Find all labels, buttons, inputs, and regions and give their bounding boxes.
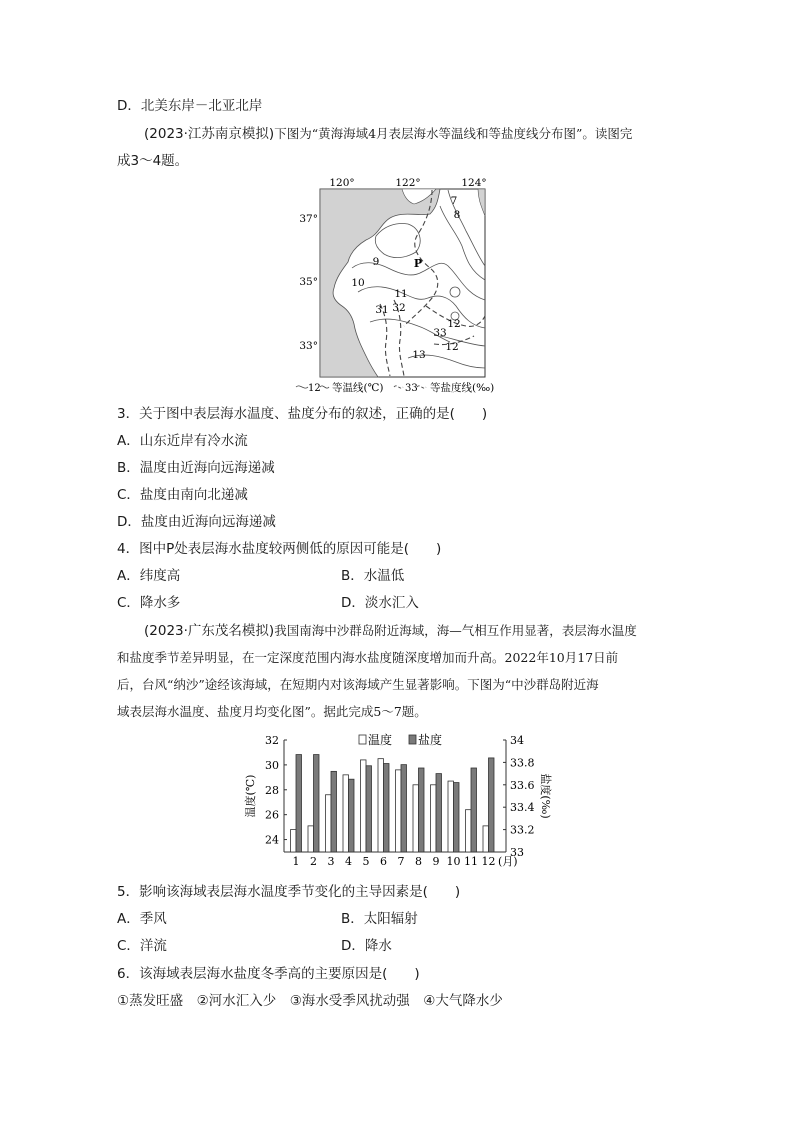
legend-isohaline-text: 等盐度线(‰) xyxy=(430,382,495,394)
x-tick-label: 9 xyxy=(432,855,440,868)
x-tick-label: 5 xyxy=(362,855,370,868)
x-tick-label: 7 xyxy=(397,855,405,868)
q3-option-d[interactable]: D．盐度由近海向远海递减 xyxy=(117,514,276,530)
legend-isohaline-sample: 33 xyxy=(405,383,418,394)
isotherm-label: 9 xyxy=(372,256,380,268)
temperature-bar xyxy=(396,770,402,852)
q4-option-c[interactable]: C．降水多 xyxy=(117,595,181,611)
legend-isotherm-text: 等温线(℃) xyxy=(332,382,384,394)
legend-isotherm-sample: 12 xyxy=(308,383,321,394)
salinity-bar xyxy=(436,774,442,852)
prev-option-d: D．北美东岸－北亚北岸 xyxy=(117,98,263,114)
q5-option-b[interactable]: B．太阳辐射 xyxy=(341,911,418,927)
right-axis-tick-label: 33 xyxy=(510,846,524,859)
right-axis-tick-label: 33.6 xyxy=(510,778,535,792)
x-tick-label: 12 xyxy=(481,855,496,868)
isotherm-label: 7 xyxy=(450,195,458,207)
salinity-bar xyxy=(489,758,495,852)
intro-3-4-text1: 下图为“黄海海域4月表层海水等温线和等盐度线分布图”。读图完 xyxy=(274,126,633,141)
salinity-bar xyxy=(331,771,337,852)
q5-option-c[interactable]: C．洋流 xyxy=(117,938,167,954)
intro-3-4-text2: 成3～4题。 xyxy=(117,153,189,169)
x-tick-label: 11 xyxy=(464,855,478,868)
temperature-bar xyxy=(483,826,489,852)
intro-3-4-line1 xyxy=(144,124,632,144)
yellow-sea-map xyxy=(290,176,505,396)
isotherm-label: 10 xyxy=(351,277,365,289)
temperature-bar xyxy=(291,830,297,852)
salinity-bar xyxy=(454,783,460,852)
q4-option-b[interactable]: B．水温低 xyxy=(341,568,405,584)
x-tick-label: 3 xyxy=(327,855,335,868)
q6-options[interactable]: ①蒸发旺盛 ②河水汇入少 ③海水受季风扰动强 ④大气降水少 xyxy=(117,993,503,1009)
lon-label-2: 122° xyxy=(395,177,421,189)
intro-5-7-line1 xyxy=(144,621,637,641)
temperature-bar xyxy=(413,785,419,852)
q4-option-d[interactable]: D．淡水汇入 xyxy=(341,595,419,611)
point-p-label: P xyxy=(413,257,423,270)
right-axis-tick-label: 33.8 xyxy=(510,756,535,770)
salinity-bar xyxy=(366,766,372,852)
temperature-bar xyxy=(343,775,349,852)
x-axis-unit: (月) xyxy=(498,855,518,868)
left-axis-tick-label: 26 xyxy=(265,808,279,822)
right-axis-tick-label: 33.4 xyxy=(510,801,535,815)
q5-stem: 5．影响该海域表层海水温度季节变化的主导因素是( ) xyxy=(117,884,461,900)
q5-option-a[interactable]: A．季风 xyxy=(117,911,167,927)
left-axis-title: 温度(℃) xyxy=(244,774,257,818)
q3-option-a[interactable]: A．山东近岸有冷水流 xyxy=(117,433,248,449)
left-axis-tick-label: 24 xyxy=(265,833,279,847)
legend-salinity-label: 盐度 xyxy=(418,733,443,747)
right-axis-tick-label: 33.2 xyxy=(510,823,535,837)
lon-label-3: 124° xyxy=(461,177,487,189)
intro-5-7-source: (2023·广东茂名模拟) xyxy=(144,623,275,639)
left-axis-tick-label: 28 xyxy=(265,783,279,797)
q3-option-c[interactable]: C．盐度由南向北递减 xyxy=(117,487,248,503)
isotherm-label: 12 xyxy=(445,341,459,353)
x-tick-label: 2 xyxy=(310,855,317,868)
x-tick-label: 10 xyxy=(446,855,461,868)
right-axis-tick-label: 34 xyxy=(510,734,524,747)
intro-5-7-text2: 和盐度季节差异明显，在一定深度范围内海水盐度随深度增加而升高。2022年10月17日前 xyxy=(117,650,619,665)
x-tick-label: 4 xyxy=(345,855,352,868)
salinity-bar xyxy=(384,764,390,852)
intro-3-4-source: (2023·江苏南京模拟) xyxy=(144,126,275,142)
temperature-bar xyxy=(378,759,384,852)
isohaline-label: 33 xyxy=(433,327,447,339)
q4-option-a[interactable]: A．纬度高 xyxy=(117,568,181,584)
salinity-bar xyxy=(401,765,407,852)
intro-5-7-text4: 域表层海水温度、盐度月均变化图”。据此完成5～7题。 xyxy=(117,704,427,719)
x-tick-label: 8 xyxy=(415,855,422,868)
q3-stem: 3．关于图中表层海水温度、盐度分布的叙述，正确的是( ) xyxy=(117,406,488,422)
map-legend xyxy=(296,381,494,394)
q5-option-d[interactable]: D．降水 xyxy=(341,938,392,954)
legend-temperature-swatch xyxy=(359,735,366,744)
q4-stem: 4．图中P处表层海水盐度较两侧低的原因可能是( ) xyxy=(117,541,442,557)
left-axis-tick-label: 30 xyxy=(265,758,279,772)
salinity-bar xyxy=(419,768,425,852)
isotherm-label: 11 xyxy=(394,288,408,300)
lat-label-1: 37° xyxy=(299,213,318,225)
intro-5-7-text1: 我国南海中沙群岛附近海域，海—气相互作用显著，表层海水温度 xyxy=(274,623,637,638)
isotherm-label: 12 xyxy=(447,318,461,330)
temperature-bar xyxy=(326,795,332,852)
temperature-bar xyxy=(361,760,367,852)
q6-stem: 6．该海域表层海水盐度冬季高的主要原因是( ) xyxy=(117,966,420,982)
q3-option-b[interactable]: B．温度由近海向远海递减 xyxy=(117,460,275,476)
temperature-bar xyxy=(431,785,437,852)
isohaline-label: 32 xyxy=(392,302,406,314)
left-axis-tick-label: 32 xyxy=(265,734,279,747)
temperature-bar xyxy=(448,781,454,852)
legend-salinity-swatch xyxy=(409,735,416,744)
temperature-bar xyxy=(466,810,472,852)
salinity-bar xyxy=(314,755,320,852)
isohaline-label: 31 xyxy=(375,304,389,316)
salinity-bar xyxy=(349,779,355,852)
lat-label-3: 33° xyxy=(299,340,318,352)
intro-5-7-text3: 后，台风“纳沙”途经该海域，在短期内对该海域产生显著影响。下图为“中沙群岛附近海 xyxy=(117,677,599,692)
legend-temperature-label: 温度 xyxy=(368,733,393,747)
isotherm-label: 8 xyxy=(453,209,461,221)
x-tick-label: 1 xyxy=(292,855,300,868)
isotherm-label: 13 xyxy=(412,349,426,361)
lat-label-2: 35° xyxy=(299,276,318,288)
x-tick-label: 6 xyxy=(380,855,387,868)
right-axis-title: 盐度(‰) xyxy=(539,773,552,819)
temperature-salinity-chart xyxy=(238,728,558,878)
salinity-bar xyxy=(296,755,302,852)
salinity-bar xyxy=(471,768,477,852)
temperature-bar xyxy=(308,826,314,852)
lon-label-1: 120° xyxy=(329,177,355,189)
